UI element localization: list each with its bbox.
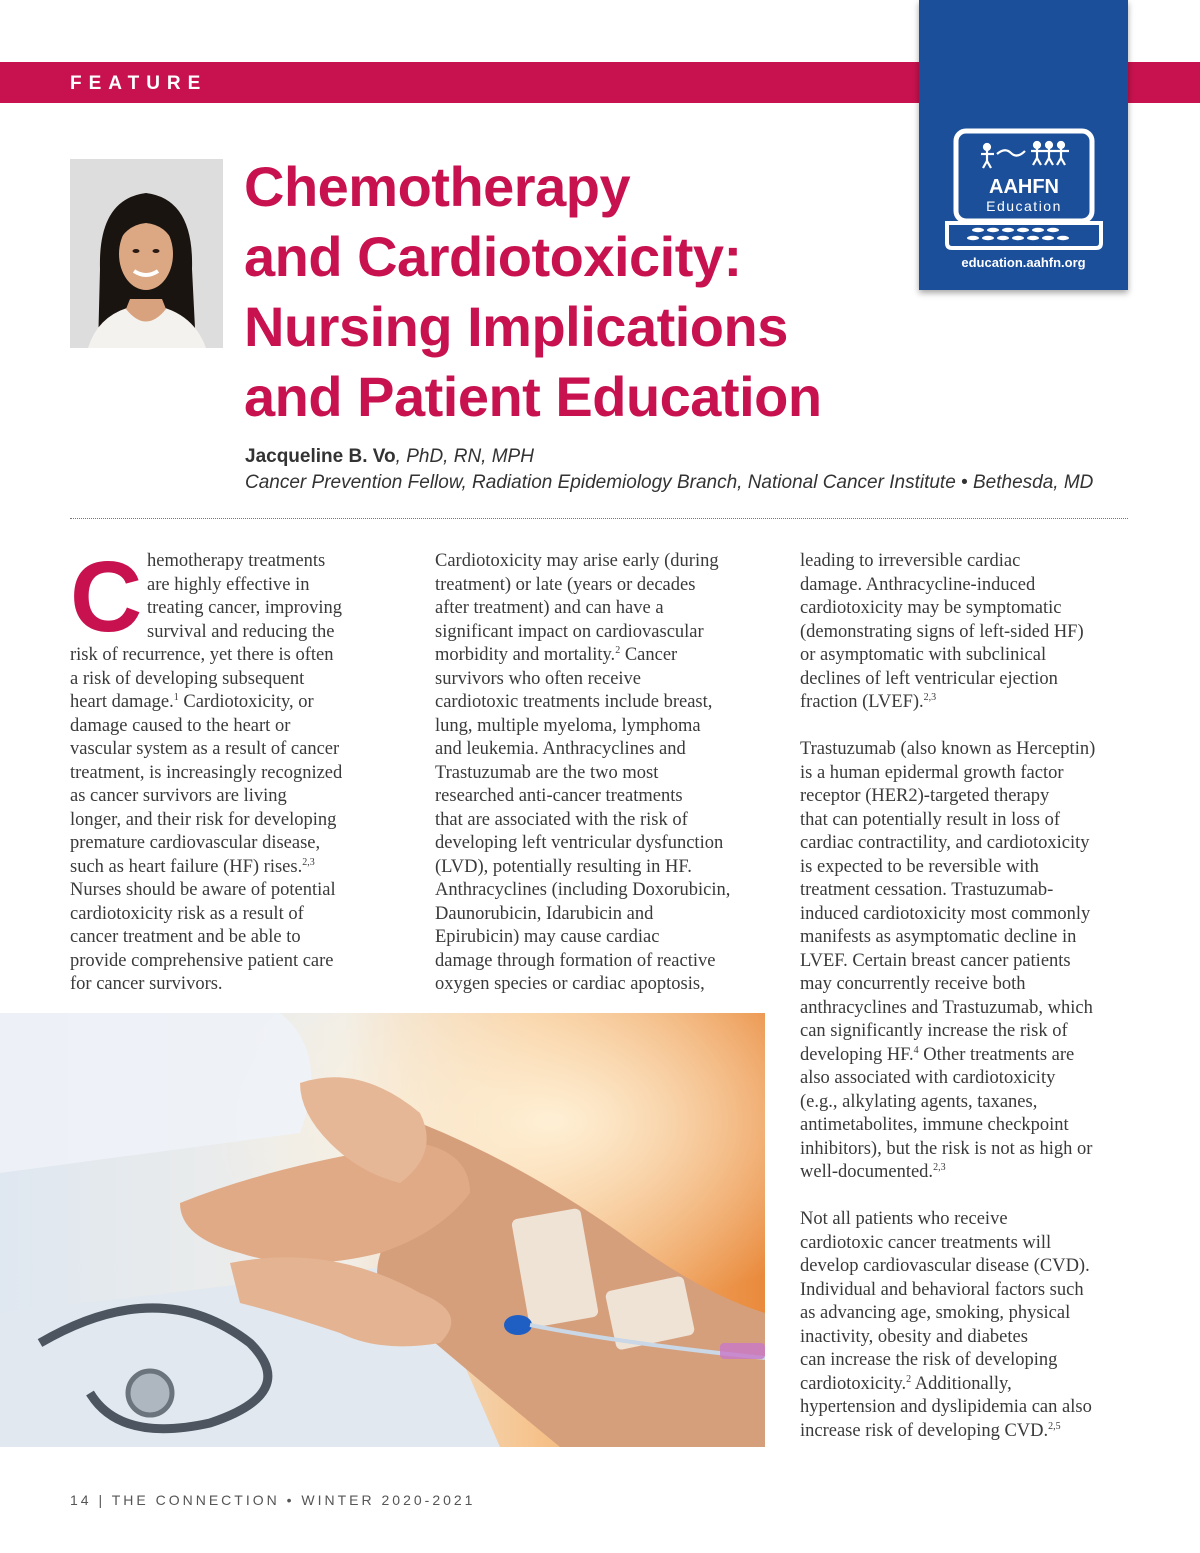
badge-subtitle: Education [986, 198, 1062, 214]
author-photo [70, 159, 223, 348]
drop-cap: C [70, 541, 143, 653]
text-line: that can potentially result in loss of [800, 809, 1060, 830]
text-line: is expected to be reversible with [800, 856, 1039, 877]
text-line: inhibitors), but the risk is not as high or [800, 1138, 1093, 1159]
text-line: and leukemia. Anthracyclines and [435, 739, 686, 759]
text-line: leading to irreversible cardiac [800, 551, 1021, 571]
text-line: induced cardiotoxicity most commonly [800, 903, 1091, 924]
text-line: cardiotoxic cancer treatments will [800, 1232, 1052, 1253]
text-line: treating cancer, improving [147, 598, 342, 618]
article-title [244, 152, 914, 432]
text-line: receptor (HER2)-targeted therapy [800, 786, 1050, 806]
text-line: survival and reducing the [147, 621, 335, 642]
text-line: premature cardiovascular disease, [70, 833, 321, 853]
text-line: cardiotoxicity risk as a result of [70, 903, 304, 924]
citation-ref: 2,5 [1048, 1420, 1061, 1432]
text-line: antimetabolites, immune checkpoint [800, 1115, 1069, 1135]
text-line: damage. Anthracycline-induced [800, 574, 1036, 595]
title-line: and Cardiotoxicity: [244, 225, 742, 288]
text-line: hemotherapy treatments [147, 551, 326, 571]
text-line: damage caused to the heart or [70, 715, 291, 736]
citation-ref: 2,3 [933, 1161, 946, 1173]
column-3 [800, 550, 1130, 1467]
text-line: Daunorubicin, Idarubicin and [435, 903, 654, 924]
text-line: may concurrently receive both [800, 974, 1026, 994]
text-line: longer, and their risk for developing [70, 809, 337, 830]
text-line: vascular system as a result of cancer [70, 739, 340, 759]
text-line: researched anti-cancer treatments [435, 786, 683, 806]
title-line: and Patient Education [244, 365, 822, 428]
text-line: Trastuzumab are the two most [435, 762, 659, 783]
dotted-divider [70, 518, 1128, 519]
text-line: such as heart failure (HF) rises. [70, 856, 303, 877]
text-line: Additionally, [911, 1373, 1012, 1394]
computer-logo-icon [939, 125, 1109, 250]
text-line: cardiotoxicity may be symptomatic [800, 598, 1062, 618]
text-line: for cancer survivors. [70, 974, 223, 994]
text-line: fraction (LVEF). [800, 692, 924, 712]
paragraph [800, 738, 1130, 1185]
text-line: damage through formation of reactive [435, 950, 716, 971]
text-line: Nurses should be aware of potential [70, 880, 336, 900]
text-line: LVEF. Certain breast cancer patients [800, 950, 1071, 971]
text-line: Cardiotoxicity, or [183, 692, 314, 712]
column-1 [70, 541, 390, 997]
text-line: increase risk of developing CVD. [800, 1420, 1049, 1441]
text-line: a risk of developing subsequent [70, 668, 305, 689]
text-line: provide comprehensive patient care [70, 950, 334, 971]
text-line: oxygen species or cardiac apoptosis, [435, 974, 705, 994]
text-line: cardiac contractility, and cardiotoxicity [800, 833, 1090, 853]
text-line: Epirubicin) may cause cardiac [435, 927, 660, 947]
text-line: risk of recurrence, yet there is often [70, 645, 334, 665]
text-line: manifests as asymptomatic decline in [800, 927, 1077, 947]
text-line: well-documented. [800, 1162, 934, 1182]
text-line: heart damage. [70, 692, 174, 712]
author-affiliation: Cancer Prevention Fellow, Radiation Epidemiology Branch, National Cancer Institute [245, 472, 956, 493]
badge-brand: AAHFN [989, 176, 1059, 198]
citation-ref: 2,3 [302, 856, 315, 868]
text-line: treatment) or late (years or decades [435, 574, 696, 595]
text-line: or asymptomatic with subclinical [800, 645, 1047, 665]
text-line: Not all patients who receive [800, 1209, 1008, 1229]
paragraph [800, 1208, 1130, 1443]
author-location: Bethesda, MD [972, 472, 1094, 493]
author-credentials: , PhD, RN, MPH [395, 446, 534, 467]
text-line: after treatment) and can have a [435, 598, 664, 618]
text-line: anthracyclines and Trastuzumab, which [800, 997, 1093, 1018]
paragraph [800, 550, 1130, 715]
text-line: (demonstrating signs of left-sided HF) [800, 621, 1084, 642]
citation-ref: 1 [173, 691, 179, 703]
text-line: can increase the risk of developing [800, 1350, 1058, 1370]
text-line: treatment, is increasingly recognized [70, 762, 343, 783]
title-line: Chemotherapy [244, 155, 631, 218]
text-line: survivors who often receive [435, 668, 642, 689]
text-line: cardiotoxic treatments include breast, [435, 692, 713, 712]
byline-separator: • [955, 472, 973, 493]
text-line: develop cardiovascular disease (CVD). [800, 1256, 1090, 1276]
text-line: cardiotoxicity. [800, 1373, 907, 1394]
text-line: declines of left ventricular ejection [800, 668, 1058, 689]
text-line: that are associated with the risk of [435, 809, 688, 830]
page-footer: 14 | THE CONNECTION • WINTER 2020-2021 [70, 1492, 476, 1508]
author-name: Jacqueline B. Vo [245, 446, 396, 467]
text-line: as advancing age, smoking, physical [800, 1303, 1071, 1323]
citation-ref: 2,3 [923, 691, 937, 703]
aahfn-education-badge[interactable] [919, 0, 1128, 290]
text-line: Anthracyclines (including Doxorubicin, [435, 880, 731, 900]
text-line: morbidity and mortality. [435, 645, 616, 665]
text-line: is a human epidermal growth factor [800, 762, 1064, 783]
citation-ref: 4 [913, 1044, 919, 1056]
citation-ref: 2 [615, 644, 621, 656]
text-line: Individual and behavioral factors such [800, 1279, 1084, 1300]
hands-photo [0, 1013, 765, 1447]
text-line: developing left ventricular dysfunction [435, 833, 724, 853]
text-line: Cancer [620, 645, 678, 665]
text-line: also associated with cardiotoxicity [800, 1068, 1056, 1088]
section-label: FEATURE [70, 73, 208, 94]
text-line: lung, multiple myeloma, lymphoma [435, 715, 701, 736]
text-line: Other treatments are [918, 1044, 1075, 1065]
citation-ref: 2 [906, 1373, 912, 1385]
text-line: can significantly increase the risk of [800, 1021, 1068, 1041]
text-line: (e.g., alkylating agents, taxanes, [800, 1091, 1038, 1112]
text-line: as cancer survivors are living [70, 786, 287, 806]
text-line: cancer treatment and be able to [70, 927, 301, 947]
author-byline [245, 444, 1093, 496]
text-line: (LVD), potentially resulting in HF. [435, 856, 692, 877]
text-line: hypertension and dyslipidemia can also [800, 1397, 1092, 1417]
badge-url[interactable]: education.aahfn.org [961, 255, 1086, 270]
column-2 [435, 550, 770, 997]
text-line: Trastuzumab (also known as Herceptin) [800, 739, 1096, 759]
title-line: Nursing Implications [244, 295, 788, 358]
text-line: inactivity, obesity and diabetes [800, 1326, 1028, 1347]
text-line: Cardiotoxicity may arise early (during [435, 551, 719, 571]
text-line: treatment cessation. Trastuzumab- [800, 880, 1054, 900]
text-line: are highly effective in [147, 574, 310, 595]
text-line: significant impact on cardiovascular [435, 621, 704, 642]
text-line: developing HF. [800, 1044, 914, 1065]
